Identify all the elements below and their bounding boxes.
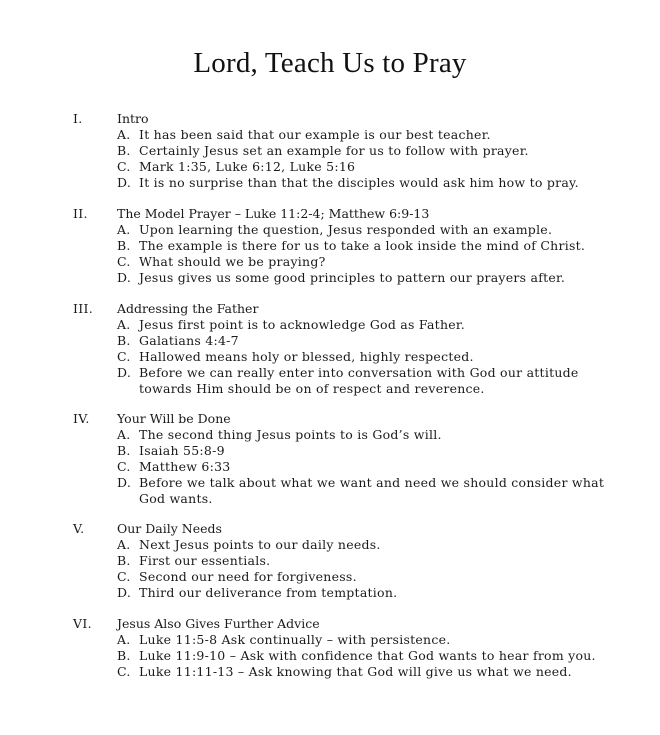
outline-item bbox=[117, 270, 609, 286]
item-text: Second our need for forgiveness. bbox=[139, 569, 357, 584]
outline-item bbox=[117, 632, 609, 648]
item-letter: D. bbox=[117, 175, 132, 190]
item-letter: C. bbox=[117, 159, 131, 174]
section-numeral: IV. bbox=[73, 411, 90, 426]
item-text: Hallowed means holy or blessed, highly respected. bbox=[139, 349, 474, 364]
section-numeral: II. bbox=[73, 206, 88, 221]
outline-item bbox=[117, 222, 609, 238]
outline-item bbox=[117, 569, 609, 585]
section-heading: Addressing the Father bbox=[117, 301, 259, 316]
item-letter: B. bbox=[117, 238, 131, 253]
outline-section-model-prayer bbox=[0, 206, 660, 286]
item-letter: C. bbox=[117, 459, 131, 474]
item-text: What should we be praying? bbox=[139, 254, 326, 269]
item-letter: A. bbox=[117, 427, 131, 442]
item-letter: B. bbox=[117, 333, 131, 348]
item-letter: C. bbox=[117, 569, 131, 584]
outline-item bbox=[117, 159, 609, 175]
section-numeral: I. bbox=[73, 111, 83, 126]
item-text: Luke 11:9-10 – Ask with confidence that God wants to hear from you. bbox=[139, 648, 596, 663]
item-text: Before we talk about what we want and need we should consider what God wants. bbox=[139, 475, 605, 506]
outline-item bbox=[117, 333, 609, 349]
item-text: Next Jesus points to our daily needs. bbox=[139, 537, 381, 552]
item-letter: A. bbox=[117, 317, 131, 332]
item-text: First our essentials. bbox=[139, 553, 271, 568]
item-text: Before we can really enter into conversation with God our attitude towards Him should be on of respect and reverence. bbox=[139, 365, 579, 396]
outline-item bbox=[117, 537, 609, 553]
item-letter: D. bbox=[117, 365, 132, 380]
item-text: Mark 1:35, Luke 6:12, Luke 5:16 bbox=[139, 159, 356, 174]
outline-item bbox=[117, 443, 609, 459]
item-letter: D. bbox=[117, 585, 132, 600]
item-text: Upon learning the question, Jesus responded with an example. bbox=[139, 222, 553, 237]
outline-item bbox=[117, 664, 609, 680]
document-title: Lord, Teach Us to Pray bbox=[193, 47, 467, 79]
outline-section-addressing-father bbox=[0, 301, 660, 397]
item-letter: B. bbox=[117, 648, 131, 663]
sermon-outline bbox=[0, 111, 660, 695]
outline-section-further-advice bbox=[0, 616, 660, 680]
section-heading: Your Will be Done bbox=[117, 411, 231, 426]
item-letter: A. bbox=[117, 222, 131, 237]
section-heading: Intro bbox=[117, 111, 149, 126]
outline-section-will-be-done bbox=[0, 411, 660, 507]
item-letter: D. bbox=[117, 475, 132, 490]
item-letter: C. bbox=[117, 254, 131, 269]
item-letter: C. bbox=[117, 664, 131, 679]
item-text: Luke 11:11-13 – Ask knowing that God will give us what we need. bbox=[139, 664, 572, 679]
item-text: Certainly Jesus set an example for us to follow with prayer. bbox=[139, 143, 529, 158]
outline-item bbox=[117, 175, 609, 191]
item-text: Jesus gives us some good principles to pattern our prayers after. bbox=[139, 270, 566, 285]
outline-item bbox=[117, 648, 609, 664]
outline-item bbox=[117, 427, 609, 443]
item-text: Matthew 6:33 bbox=[139, 459, 231, 474]
outline-item bbox=[117, 365, 609, 397]
item-letter: A. bbox=[117, 127, 131, 142]
outline-item bbox=[117, 585, 609, 601]
item-letter: B. bbox=[117, 143, 131, 158]
item-letter: A. bbox=[117, 632, 131, 647]
item-letter: B. bbox=[117, 443, 131, 458]
outline-section-daily-needs bbox=[0, 521, 660, 601]
outline-item bbox=[117, 254, 609, 270]
outline-item bbox=[117, 127, 609, 143]
item-text: Jesus first point is to acknowledge God as Father. bbox=[139, 317, 465, 332]
outline-item bbox=[117, 349, 609, 365]
section-numeral: VI. bbox=[73, 616, 92, 631]
section-heading: Our Daily Needs bbox=[117, 521, 222, 536]
section-heading: The Model Prayer – Luke 11:2-4; Matthew 6:9-13 bbox=[117, 206, 430, 221]
item-letter: D. bbox=[117, 270, 132, 285]
outline-item bbox=[117, 459, 609, 475]
item-text: Galatians 4:4-7 bbox=[139, 333, 239, 348]
item-text: Isaiah 55:8-9 bbox=[139, 443, 225, 458]
item-letter: C. bbox=[117, 349, 131, 364]
outline-item bbox=[117, 317, 609, 333]
outline-item bbox=[117, 475, 609, 507]
outline-section-intro bbox=[0, 111, 660, 191]
item-letter: A. bbox=[117, 537, 131, 552]
section-heading: Jesus Also Gives Further Advice bbox=[117, 616, 320, 631]
outline-item bbox=[117, 553, 609, 569]
item-text: Luke 11:5-8 Ask continually – with persistence. bbox=[139, 632, 451, 647]
item-text: It is no surprise than that the disciples would ask him how to pray. bbox=[139, 175, 579, 190]
item-text: The second thing Jesus points to is God’s will. bbox=[139, 427, 442, 442]
section-numeral: III. bbox=[73, 301, 93, 316]
item-letter: B. bbox=[117, 553, 131, 568]
outline-item bbox=[117, 143, 609, 159]
outline-item bbox=[117, 238, 609, 254]
section-numeral: V. bbox=[73, 521, 85, 536]
item-text: Third our deliverance from temptation. bbox=[139, 585, 398, 600]
item-text: It has been said that our example is our best teacher. bbox=[139, 127, 491, 142]
item-text: The example is there for us to take a look inside the mind of Christ. bbox=[139, 238, 586, 253]
